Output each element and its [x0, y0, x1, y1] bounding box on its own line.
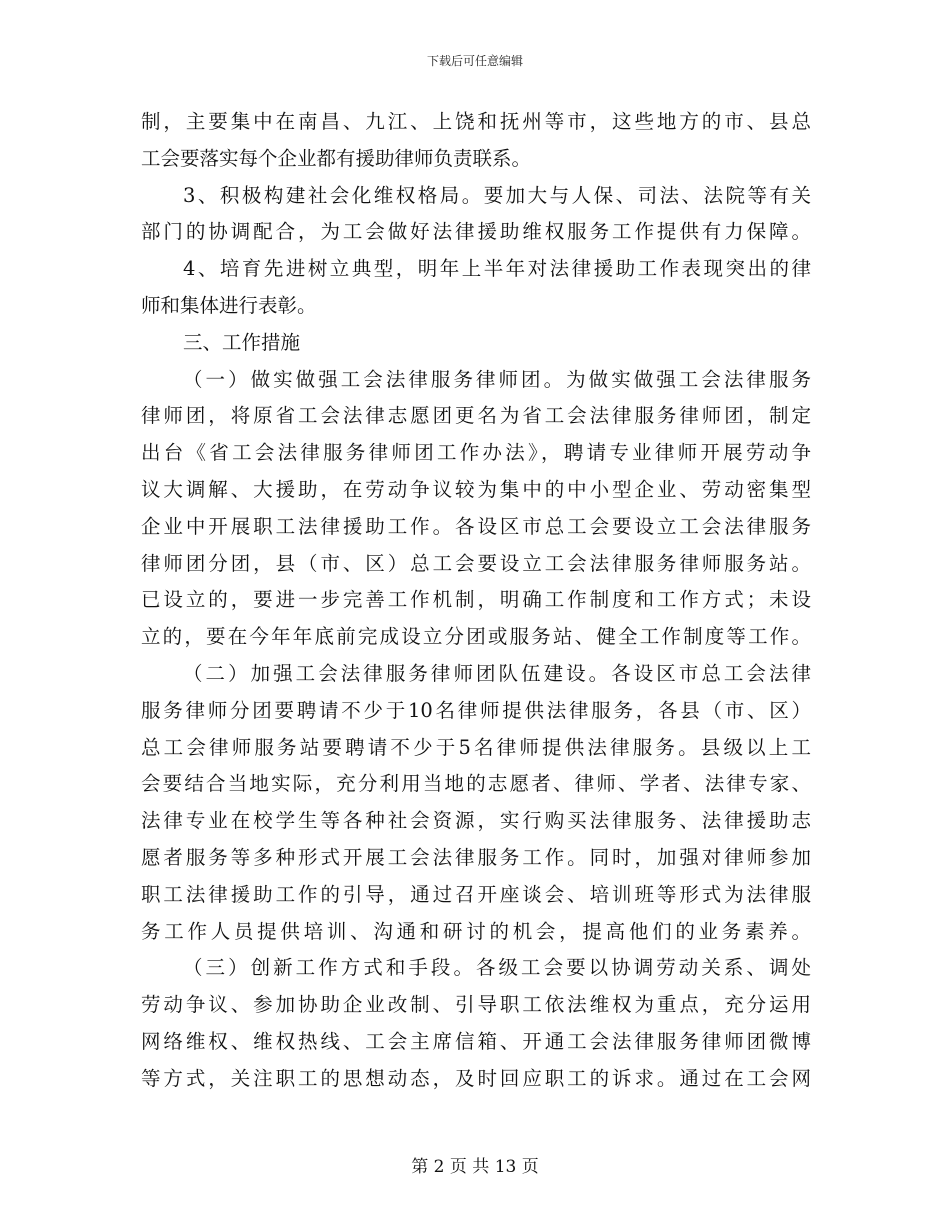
text-line: 工会要落实每个企业都有援助律师负责联系。: [141, 146, 532, 170]
document-body: [141, 104, 811, 1098]
text-line: 3、积极构建社会化维权格局。要加大与人保、司法、法院等有关: [183, 183, 811, 207]
text-line: 律师团分团，县（市、区）总工会要设立工会法律服务律师服务站。: [141, 551, 811, 575]
text-line: （三）创新工作方式和手段。各级工会要以协调劳动关系、调处: [183, 956, 811, 980]
text-line: 法律专业在校学生等各种社会资源，实行购买法律服务、法律援助志: [141, 809, 811, 833]
text-line: 律师团，将原省工会法律志愿团更名为省工会法律服务律师团，制定: [141, 404, 811, 428]
text-line: 务工作人员提供培训、沟通和研讨的机会，提高他们的业务素养。: [141, 919, 811, 943]
text-line: 师和集体进行表彰。: [141, 293, 317, 317]
text-line: 制，主要集中在南昌、九江、上饶和抚州等市，这些地方的市、县总: [141, 110, 811, 133]
text-line: 立的，要在今年年底前完成设立分团或服务站、健全工作制度等工作。: [141, 625, 811, 649]
text-line: 劳动争议、参加协助企业改制、引导职工依法维权为重点，充分运用: [141, 993, 811, 1017]
text-line: （一）做实做强工会法律服务律师团。为做实做强工会法律服务: [183, 367, 811, 391]
page-footer: 第 2 页 共 13 页: [411, 1157, 539, 1177]
text-line: 网络维权、维权热线、工会主席信箱、开通工会法律服务律师团微博: [141, 1029, 811, 1053]
text-line: 会要结合当地实际，充分利用当地的志愿者、律师、学者、法律专家、: [141, 772, 811, 796]
section-heading: 三、工作措施: [183, 330, 301, 354]
text-line: 服务律师分团要聘请不少于10名律师提供法律服务，各县（市、区）: [141, 698, 811, 722]
text-line: 已设立的，要进一步完善工作机制，明确工作制度和工作方式；未设: [141, 588, 811, 612]
text-line: 4、培育先进树立典型，明年上半年对法律援助工作表现突出的律: [183, 257, 811, 281]
text-line: （二）加强工会法律服务律师团队伍建设。各设区市总工会法律: [183, 661, 811, 685]
text-line: 企业中开展职工法律援助工作。各设区市总工会要设立工会法律服务: [141, 514, 811, 538]
text-line: 等方式，关注职工的思想动态，及时回应职工的诉求。通过在工会网: [141, 1066, 811, 1090]
text-line: 部门的协调配合，为工会做好法律援助维权服务工作提供有力保障。: [141, 220, 811, 244]
text-line: 出台《省工会法律服务律师团工作办法》，聘请专业律师开展劳动争: [141, 441, 811, 465]
text-line: 议大调解、大援助，在劳动争议较为集中的中小型企业、劳动密集型: [141, 477, 811, 501]
page-header: 下载后可任意编辑: [426, 54, 523, 68]
text-line: 总工会律师服务站要聘请不少于5名律师提供法律服务。县级以上工: [141, 735, 811, 759]
text-line: 职工法律援助工作的引导，通过召开座谈会、培训班等形式为法律服: [141, 882, 811, 906]
text-line: 愿者服务等多种形式开展工会法律服务工作。同时，加强对律师参加: [141, 845, 811, 869]
